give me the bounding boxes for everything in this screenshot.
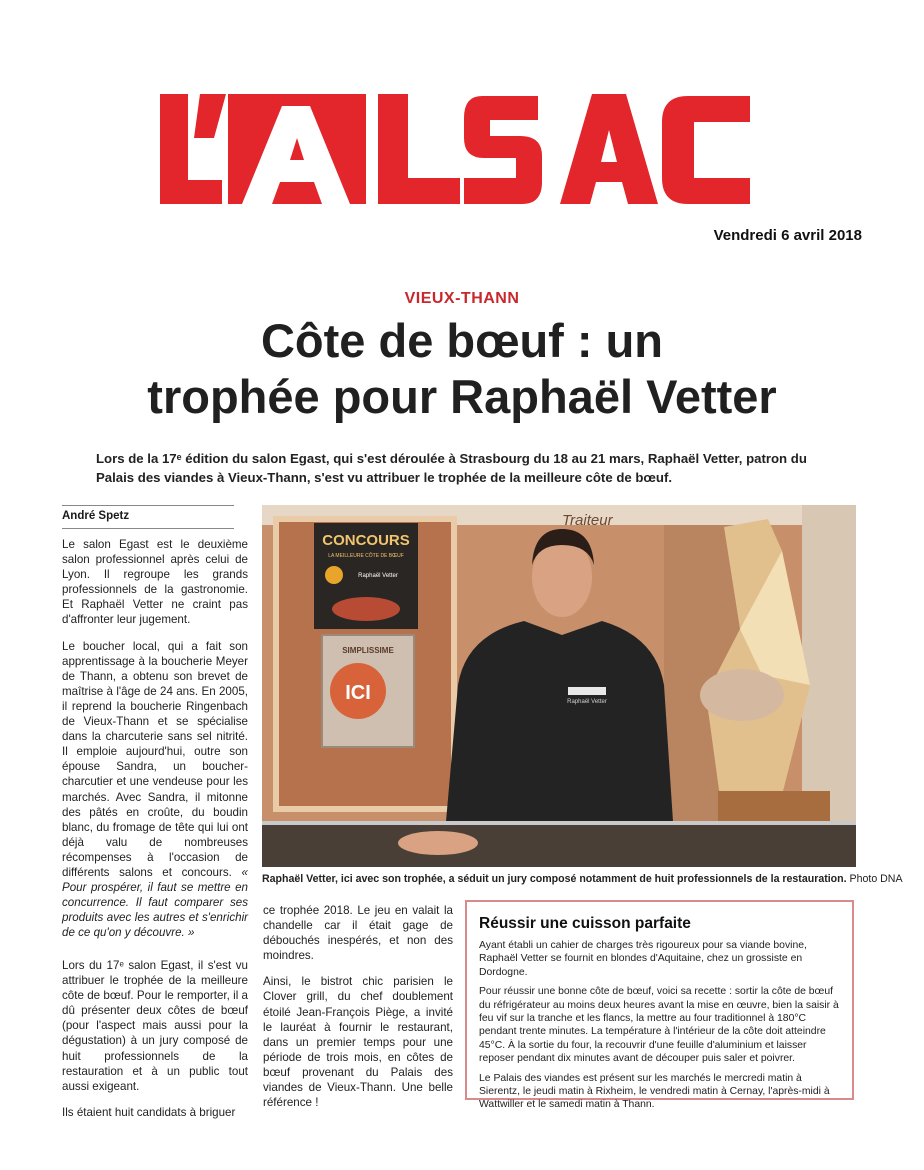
sidebar-paragraph: Le Palais des viandes est présent sur les marchés le mercredi matin à Sierentz, le jeudi matin à Rixheim, le vendredi matin à Cernay, l'après-midi à Wattwiller et le samedi matin à Thann. bbox=[479, 1072, 830, 1111]
lalsace-logo bbox=[160, 88, 760, 210]
article-rubric: VIEUX-THANN bbox=[404, 290, 520, 307]
jacket-label: Raphaël Vetter bbox=[567, 699, 607, 705]
sidebar-box bbox=[465, 900, 854, 1111]
sidebar-paragraph: Ayant établi un cahier de charges très rigoureux pour sa viande bovine, Raphaël Vetter se fournit en blondes d'Aquitaine, chez un grossiste en Dordogne. bbox=[479, 940, 807, 978]
byline-divider-top bbox=[62, 505, 234, 506]
publication-date: Vendredi 6 avril 2018 bbox=[713, 227, 862, 244]
byline-divider-bottom bbox=[62, 528, 234, 529]
photo-caption: Raphaël Vetter, ici avec son trophée, a séduit un jury composé notamment de huit professionnels de la restauration. Photo DNA bbox=[262, 873, 903, 885]
pull-quote: « Pour prospérer, il faut se mettre en concurrence. Il faut comparer ses produits avec les autres et s'enrichir de ce qu'on y découvre. » bbox=[62, 865, 248, 940]
article-standfirst: Lors de la 17ᵉ édition du salon Egast, qui s'est déroulée à Strasbourg du 18 au 21 mars, Raphaël Vetter, patron du Palais des viandes à Vieux-Thann, s'est vu attribuer le trophée de la meilleure côte de bœuf. bbox=[96, 451, 807, 485]
article-column-1-continued bbox=[62, 958, 248, 1131]
article-headline bbox=[60, 313, 864, 425]
article-column-2 bbox=[263, 903, 453, 1121]
poster-name: Raphaël Vetter bbox=[358, 573, 398, 579]
paragraph: Ils étaient huit candidats à briguer bbox=[62, 1105, 236, 1119]
shop-sign: Traiteur bbox=[562, 512, 613, 529]
article-column-1 bbox=[62, 537, 248, 951]
headline-line-1: Côte de bœuf : un bbox=[260, 314, 664, 367]
paragraph: Le boucher local, qui a fait son apprentissage à la boucherie Meyer de Thann, a obtenu son brevet de maîtrise à l'âge de 24 ans. En 2005, il reprend la boucherie Ringenbach de Vieux-Thann et se spécialise dans la charcuterie sans sel nitrité. Il emploie aujourd'hui, outre son épouse Sandra, un boucher-charcutier et une vendeuse pour les marchés. Avec Sandra, il mitonne des pâtés en croûte, du boudin blanc, du fromage de tête qui lui ont déjà valu de nombreuses récompenses à l'occasion de différents salons et concours. « Pour prospérer, il faut se mettre en concurrence. Il faut comparer ses produits avec les autres et s'enrichir de ce qu'on y découvre. » bbox=[62, 639, 248, 940]
photo-credit: Photo DNA bbox=[849, 873, 903, 885]
sign-ici: ICI bbox=[345, 682, 371, 704]
sign-simplissime: SIMPLISSIME bbox=[342, 646, 394, 655]
paragraph: ce trophée 2018. Le jeu en valait la chandelle car il était gage de débouchés inespérés, et non des moindres. bbox=[263, 904, 453, 963]
paragraph: Ainsi, le bistrot chic parisien le Clover grill, du chef doublement étoilé Jean-François Piège, a invité le lauréat à fournir le restaurant, dans un premier temps pour une période de trois mois, en côtes de bœuf provenant du Palais des viandes de Vieux-Thann. Une belle référence ! bbox=[263, 975, 453, 1110]
sidebar-title: Réussir une cuisson parfaite bbox=[479, 915, 691, 932]
poster-subtitle: LA MEILLEURE CÔTE DE BŒUF bbox=[328, 553, 404, 559]
paragraph: Le salon Egast est le deuxième salon professionnel après celui de Lyon. Il regroupe les grands professionnels de la gastronomie. Et Raphaël Vetter ne craint pas d'affronter leur jugement. bbox=[62, 538, 248, 627]
article-byline: André Spetz bbox=[62, 510, 130, 522]
headline-line-2: trophée pour Raphaël Vetter bbox=[147, 370, 777, 423]
poster-header: CONCOURS bbox=[322, 532, 410, 549]
sidebar-paragraph: Pour réussir une bonne côte de bœuf, voici sa recette : sortir la côte de bœuf du réfrigérateur au moins deux heures avant la mise en œuvre, bien la saisir à feu vif sur la tranche et les flancs, la mettre au four traditionnel à 180°C pendant trente minutes. La température à l'intérieur de la côte doit atteindre 45°C. À la sortie du four, la recouvrir d'une feuille d'aluminium et laisser reposer pendant dix minutes avant de découper puis saler et poivrer. bbox=[479, 986, 839, 1065]
paragraph: Lors du 17ᵉ salon Egast, il s'est vu attribuer le trophée de la meilleure côte de bœuf. Pour le remporter, il a dû présenter deux côtes de bœuf (pour l'aspect mais aussi pour la dégustation) à un jury composé de huit professionnels de la restauration et à un public tout aussi exigeant. bbox=[62, 959, 248, 1093]
article-photo bbox=[262, 505, 856, 867]
